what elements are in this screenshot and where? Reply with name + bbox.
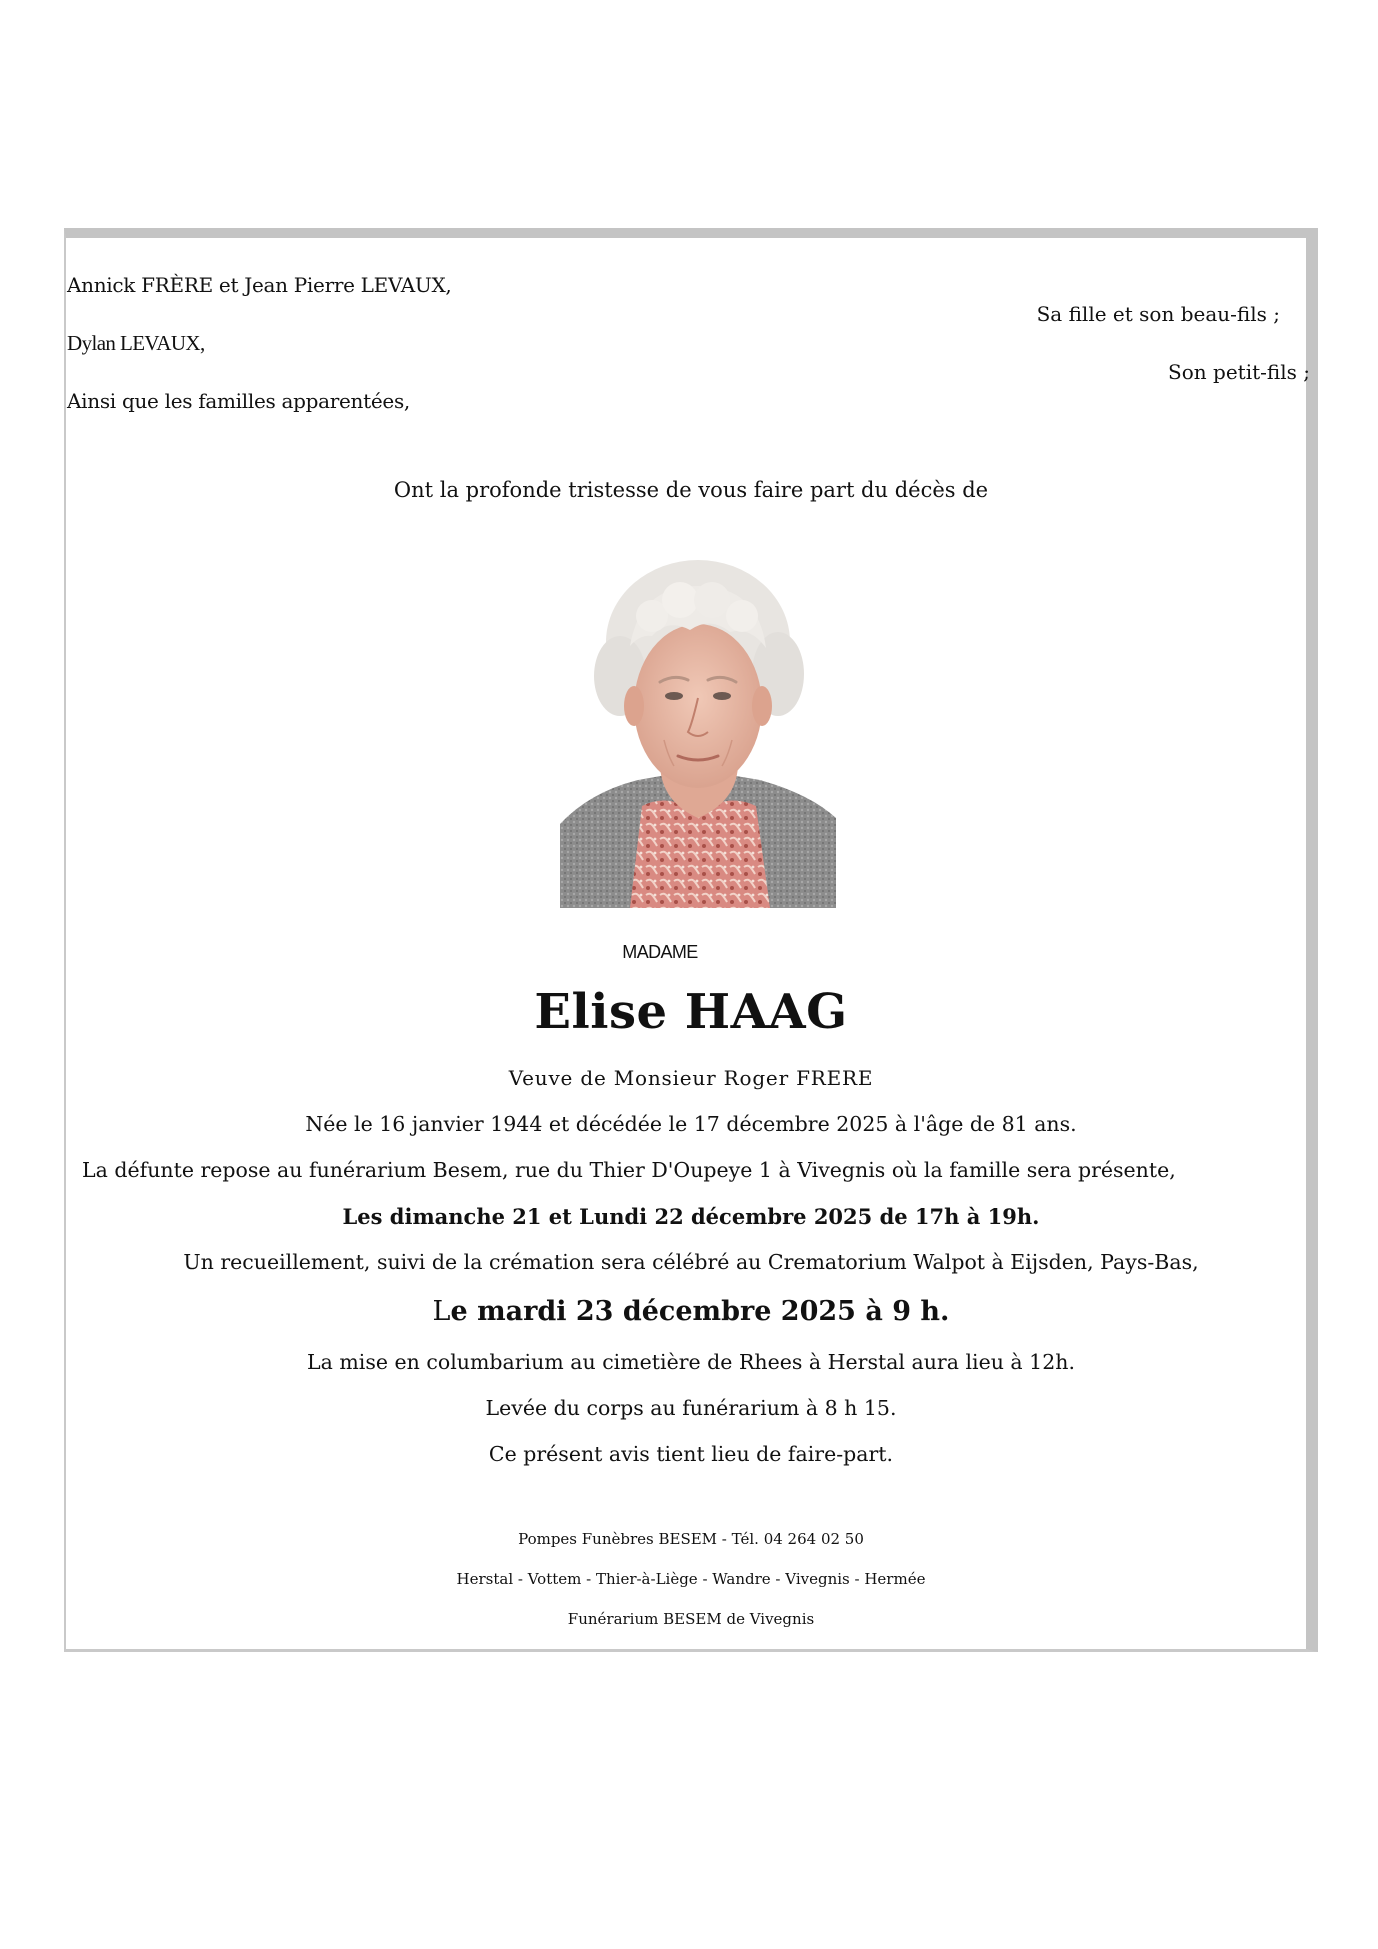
visiting-hours: Les dimanche 21 et Lundi 22 décembre 2025 de 17h à 19h.: [342, 1204, 1040, 1229]
rest-place: La défunte repose au funérarium Besem, rue du Thier D'Oupeye 1 à Vivegnis où la famille sera présente,: [82, 1158, 1176, 1182]
columbarium-text: La mise en columbarium au cimetière de Rhees à Herstal aura lieu à 12h.: [307, 1350, 1075, 1374]
intro-text: Ont la profonde tristesse de vous faire part du décès de: [393, 478, 989, 502]
notice-text: Ce présent avis tient lieu de faire-part.: [488, 1442, 894, 1466]
family-member-2-relation: Son petit-fils ;: [1168, 360, 1310, 384]
ceremony-date-prefix: L: [432, 1296, 451, 1327]
title-madame: [64, 942, 1318, 963]
footer-funerarium: Funérarium BESEM de Vivegnis: [567, 1610, 815, 1628]
footer-company: Pompes Funèbres BESEM - Tél. 04 264 02 50: [518, 1530, 864, 1548]
footer-locations: Herstal - Vottem - Thier-à-Liège - Wandre - Vivegnis - Hermée: [456, 1570, 926, 1588]
family-member-1-name: Annick FRÈRE et Jean Pierre LEVAUX,: [67, 273, 452, 297]
family-member-2-name: Dylan LEVAUX,: [67, 331, 205, 355]
deceased-name: Elise HAAG: [534, 984, 848, 1040]
levee-text: Levée du corps au funérarium à 8 h 15.: [485, 1396, 897, 1420]
notice-frame: [64, 228, 1318, 1652]
family-member-1-relation: Sa fille et son beau-fils ;: [1036, 302, 1280, 326]
ceremony-date: [64, 1296, 1318, 1327]
title-madame-text: MADAME: [622, 942, 698, 962]
birth-death-dates: Née le 16 janvier 1944 et décédée le 17 décembre 2025 à l'âge de 81 ans.: [305, 1112, 1077, 1136]
ceremony-text: Un recueillement, suivi de la crémation sera célébré au Crematorium Walpot à Eijsden, Pays-Bas,: [183, 1250, 1199, 1274]
ceremony-date-rest: e mardi 23 décembre 2025 à 9 h.: [450, 1296, 950, 1327]
family-relatives: Ainsi que les familles apparentées,: [67, 389, 410, 413]
portrait-photo-icon: [560, 556, 836, 908]
widow-line: Veuve de Monsieur Roger FRERE: [508, 1066, 874, 1090]
